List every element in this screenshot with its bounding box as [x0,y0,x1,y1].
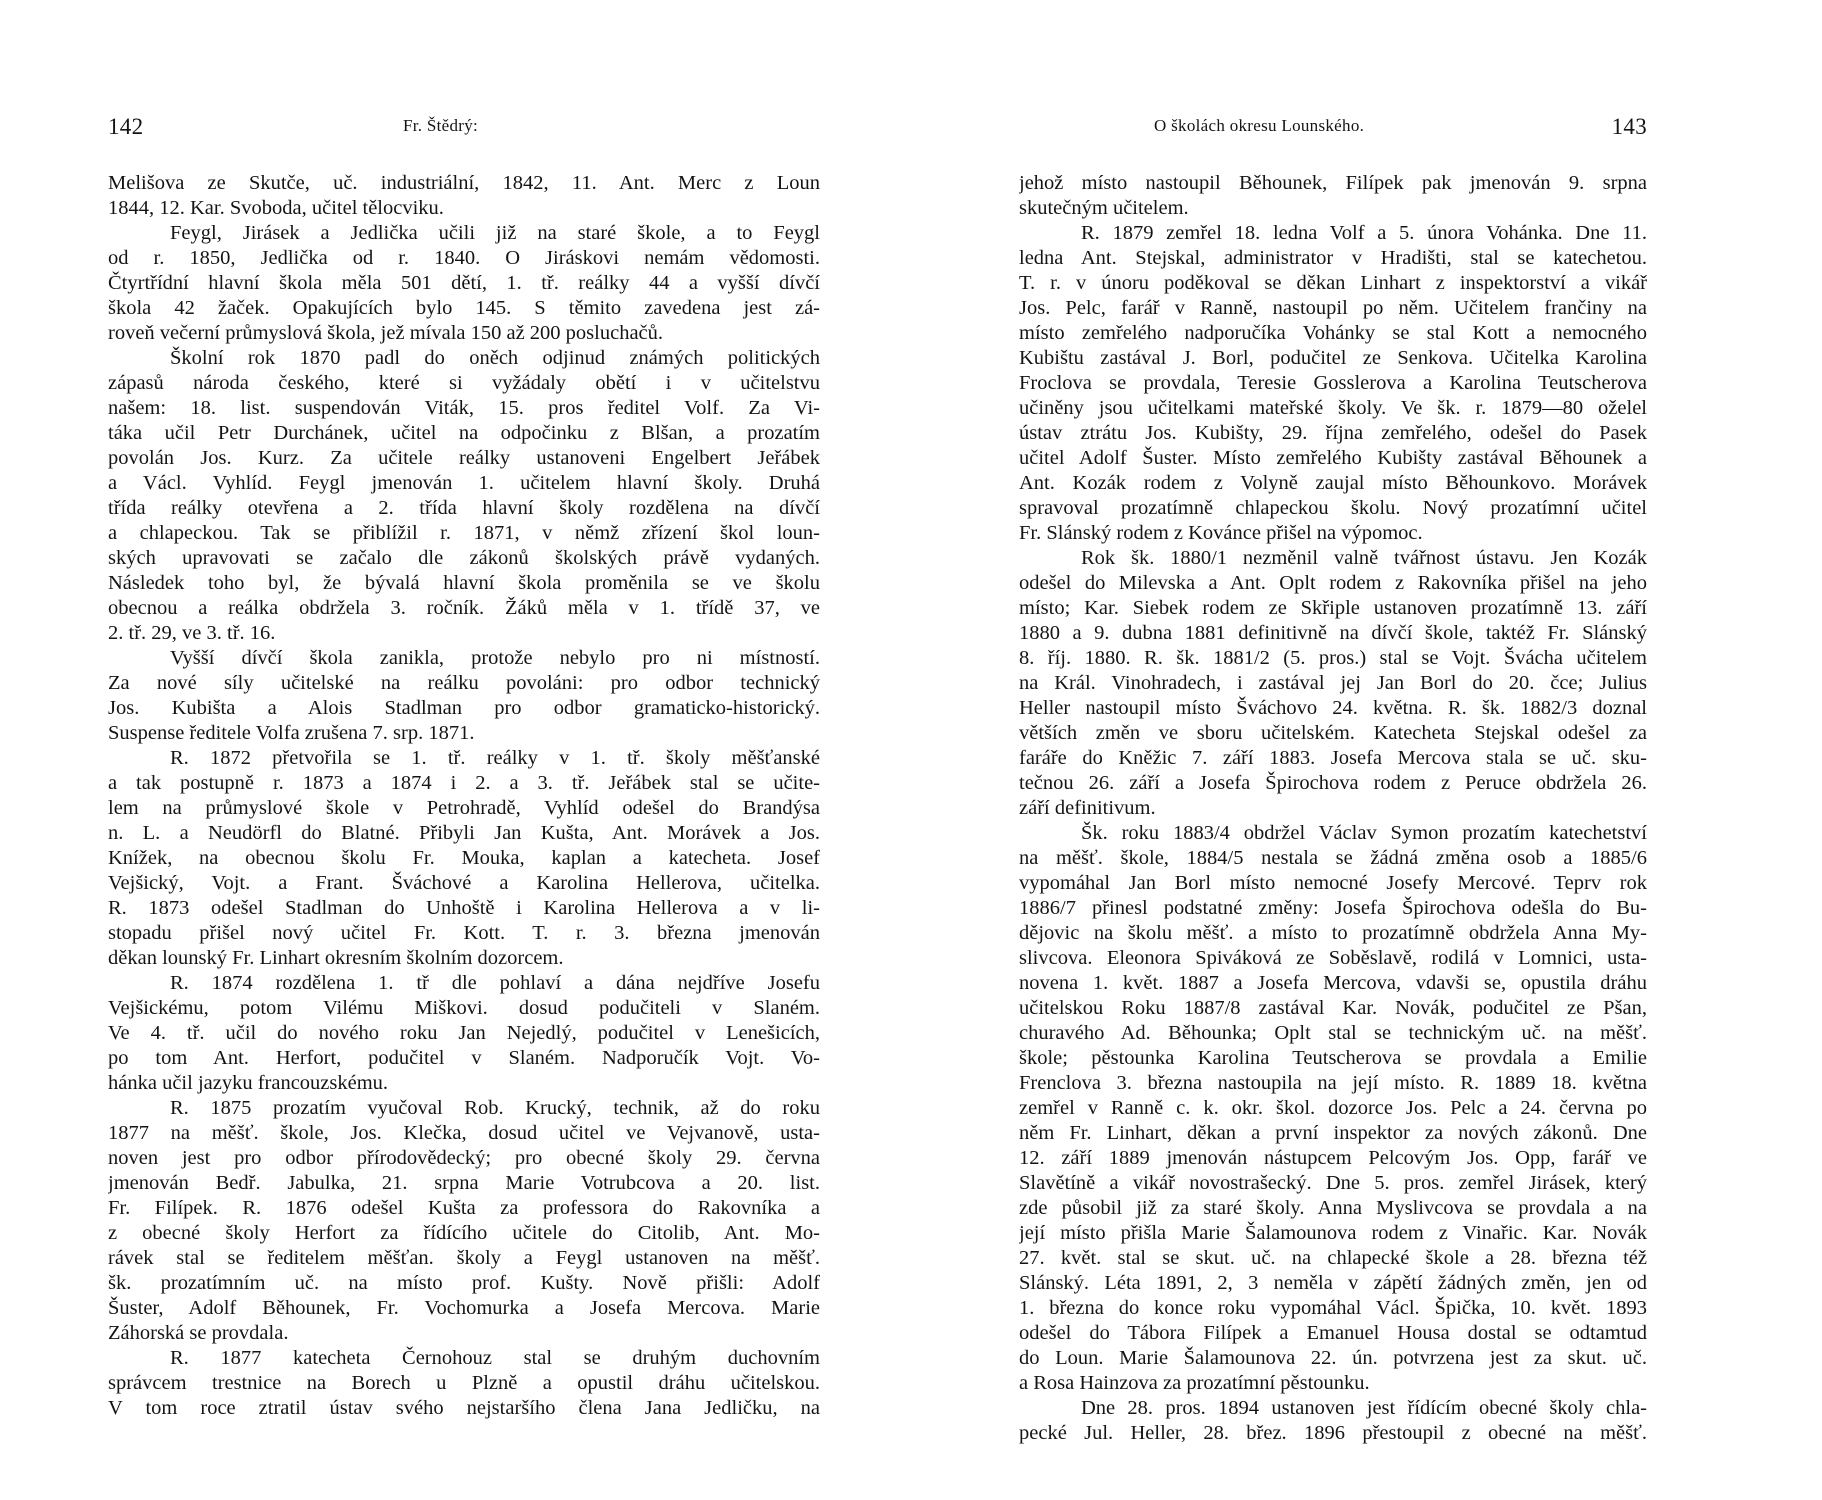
text-line: R. 1877 katecheta Černohouz stal se druhým duchovním [170,1347,820,1369]
text-line: n. L. a Neudörfl do Blatné. Přibyli Jan Kušta, Ant. Morávek a Jos. [108,822,820,844]
text-line: Melišova ze Skutče, uč. industriální, 1842, 11. Ant. Merc z Loun [108,172,820,194]
text-line: Následek toho byl, že bývalá hlavní škola proměnila se ve školu [108,572,820,594]
text-line: do Loun. Marie Šalamounova 22. ún. potvrzena jest za skut. uč. [1019,1347,1647,1369]
text-line: Záhorská se provdala. [108,1322,289,1344]
text-line: spravoval prozatímně chlapeckou školu. Nový prozatímní učitel [1019,497,1647,519]
text-line: noven jest pro odbor přírodovědecký; pro obecné školy 29. června [108,1147,820,1169]
text-line: lem na průmyslové škole v Petrohradě, Vyhlíd odešel do Brandýsa [108,797,820,819]
text-line: povolán Jos. Kurz. Za učitele reálky ustanoveni Engelbert Jeřábek [108,447,820,469]
text-line: tečnou 26. září a Josefa Špirochova rodem z Peruce obdržela 26. [1019,772,1647,794]
text-line: odešel do Tábora Filípek a Emanuel Housa dostal se odtamtud [1019,1322,1647,1344]
text-line: zde působil již za staré školy. Anna Myslivcova se provdala a na [1019,1197,1647,1219]
text-line: jmenován Bedř. Jabulka, 21. srpna Marie Votrubcova a 20. list. [108,1172,820,1194]
text-line: R. 1873 odešel Stadlman do Unhoště i Karolina Hellerova a v li- [108,897,820,919]
text-line: T. r. v únoru poděkoval se děkan Linhart z inspektorství a vikář [1019,272,1647,294]
text-line: pecké Jul. Heller, 28. břez. 1896 přestoupil z obecné na měšť. [1019,1422,1647,1444]
text-line: Slánský. Léta 1891, 2, 3 neměla v zápětí žádných změn, jen od [1019,1272,1647,1294]
text-line: Rok šk. 1880/1 nezměnil valně tvářnost ústavu. Jen Kozák [1081,547,1647,569]
text-line: hánka učil jazyku francouzskému. [108,1072,389,1094]
text-line: vypomáhal Jan Borl místo nemocné Josefy Mercové. Teprv rok [1019,872,1647,894]
text-line: rávek stal se ředitelem měšťan. školy a Feygl ustanoven na měšť. [108,1247,820,1269]
text-line: a tak postupně r. 1873 a 1874 i 2. a 3. tř. Jeřábek stal se učite- [108,772,820,794]
text-line: její místo přišla Marie Šalamounova rodem z Vinařic. Kar. Novák [1019,1222,1647,1244]
text-line: Jos. Kubišta a Alois Stadlman pro odbor gramaticko-historický. [108,697,820,719]
running-head [1019,114,1647,144]
text-line: učitelskou Roku 1887/8 zastával Kar. Novák, podučitel ze Pšan, [1019,997,1647,1019]
text-line: našem: 18. list. suspendován Viták, 15. pros ředitel Volf. Za Vi- [108,397,820,419]
text-line: z obecné školy Herfort za řídícího učitele do Citolib, Ant. Mo- [108,1222,820,1244]
text-line: R. 1872 přetvořila se 1. tř. reálky v 1. tř. školy měšťanské [170,747,820,769]
text-line: zemřel v Ranně c. k. okr. škol. dozorce Jos. Pelc a 24. června po [1019,1097,1647,1119]
text-line: obecnou a reálka obdržela 3. ročník. Žáků měla v 1. třídě 37, ve [108,597,820,619]
text-line: větších změn ve sboru učitelském. Katecheta Stejskal odešel za [1019,722,1647,744]
text-line: a Václ. Vyhlíd. Feygl jmenován 1. učitelem hlavní školy. Druhá [108,472,820,494]
running-title: O školách okresu Lounského. [1154,116,1365,135]
text-line: novena 1. květ. 1887 a Josefa Mercova, vdavši se, opustila dráhu [1019,972,1647,994]
text-line: Šk. roku 1883/4 obdržel Václav Symon prozatím katechetství [1081,822,1647,844]
text-line: a Rosa Hainzova za prozatímní pěstounku. [1019,1372,1370,1394]
text-line: 1844, 12. Kar. Svoboda, učitel tělocviku. [108,197,444,219]
text-line: na Král. Vinohradech, i zastával jej Jan Borl do 20. čce; Julius [1019,672,1647,694]
text-line: 2. tř. 29, ve 3. tř. 16. [108,622,276,644]
text-line: škole; pěstounka Karolina Teutscherova se provdala a Emilie [1019,1047,1647,1069]
page-number: 143 [1611,114,1647,139]
text-line: Vyšší dívčí škola zanikla, protože nebylo pro ni místností. [170,647,820,669]
text-line: 1. března do konce roku vypomáhal Václ. Špička, 10. květ. 1893 [1019,1297,1647,1319]
text-line: Za nové síly učitelské na reálku povoláni: pro odbor technický [108,672,820,694]
text-line: zápasů národa českého, které si vyžádaly obětí i v učitelstvu [108,372,820,394]
text-line: Fr. Filípek. R. 1876 odešel Kušta za professora do Rakovníka a [108,1197,820,1219]
text-line: 1877 na měšť. škole, Jos. Klečka, dosud učitel ve Vejvanově, usta- [108,1122,820,1144]
text-line: odešel do Milevska a Ant. Oplt rodem z Rakovníka přišel na jeho [1019,572,1647,594]
text-line: Čtyrtřídní hlavní škola měla 501 dětí, 1. tř. reálky 44 a vyšší dívčí [108,272,820,294]
text-line: třída reálky otevřena a 2. třída hlavní školy rozdělena na dívčí [108,497,820,519]
text-line: Suspense ředitele Volfa zrušena 7. srp. 1871. [108,722,475,744]
text-line: Feygl, Jirásek a Jedlička učili již na staré škole, a to Feygl [170,222,820,244]
text-line: Vejšickému, potom Vilému Miškovi. dosud podučiteli v Slaném. [108,997,820,1019]
text-line: V tom roce ztratil ústav svého nejstaršího člena Jana Jedličku, na [108,1397,820,1419]
text-line: od r. 1850, Jedlička od r. 1840. O Jiráskovi nemám vědomosti. [108,247,820,269]
text-line: Slavětíně a vikář novostrašecký. Dne 5. pros. zemřel Jirásek, který [1019,1172,1647,1194]
text-line: Kubištu zastával J. Borl, podučitel ze Senkova. Učitelka Karolina [1019,347,1647,369]
text-line: 27. květ. stal se skut. uč. na chlapecké škole a 28. března též [1019,1247,1647,1269]
text-line: R. 1875 prozatím vyučoval Rob. Krucký, technik, až do roku [170,1097,820,1119]
body-text [1019,171,1647,1446]
text-line: Školní rok 1870 padl do oněch odjinud známých politických [170,347,820,369]
text-line: dějovic na školu měšť. a místo to prozatímně obdržela Anna My- [1019,922,1647,944]
text-line: slivcova. Eleonora Spiváková ze Soběslavě, rodilá v Lomnici, usta- [1019,947,1647,969]
text-line: učitel Adolf Šuster. Místo zemřelého Kubišty zastával Běhounek a [1019,447,1647,469]
text-line: správcem trestnice na Borech u Plzně a opustil dráhu učitelskou. [108,1372,820,1394]
text-line: Jos. Pelc, farář v Ranně, nastoupil po něm. Učitelem frančiny na [1019,297,1647,319]
running-head [108,114,820,144]
body-text [108,171,820,1421]
text-line: Ant. Kozák rodem z Volyně zaujal místo Běhounkovo. Morávek [1019,472,1647,494]
text-line: Froclova se provdala, Teresie Gosslerova a Karolina Teutscherova [1019,372,1647,394]
text-line: 12. září 1889 jmenován nástupcem Pelcovým Jos. Opp, farář ve [1019,1147,1647,1169]
text-line: a chlapeckou. Tak se přiblížil r. 1871, v němž zřízení škol loun- [108,522,820,544]
text-line: táka učil Petr Durchánek, učitel na odpočinku z Blšan, a prozatím [108,422,820,444]
page-number: 142 [108,114,144,139]
text-line: 1886/7 přinesl podstatné změny: Josefa Špirochova odešla do Bu- [1019,897,1647,919]
text-line: škola 42 žaček. Opakujících bylo 145. S těmito zavedena jest zá- [108,297,820,319]
right-page [911,0,1822,1500]
text-line: Šuster, Adolf Běhounek, Fr. Vochomurka a Josefa Mercova. Marie [108,1297,820,1319]
text-line: Vejšický, Vojt. a Frant. Šváchové a Karolina Hellerova, učitelka. [108,872,820,894]
running-title: Fr. Štědrý: [403,116,479,135]
text-line: Dne 28. pros. 1894 ustanoven jest řídícím obecné školy chla- [1081,1397,1647,1419]
text-line: Knížek, na obecnou školu Fr. Mouka, kaplan a katecheta. Josef [108,847,820,869]
text-line: faráře do Kněžic 7. září 1883. Josefa Mercova stala se uč. sku- [1019,747,1647,769]
text-line: Ve 4. tř. učil do nového roku Jan Nejedlý, podučitel v Lenešicích, [108,1022,820,1044]
text-line: skutečným učitelem. [1019,197,1189,219]
text-line: děkan lounský Fr. Linhart okresním školním dozorcem. [108,947,564,969]
text-line: ských upravovati se začalo dle zákonů školských právě vydaných. [108,547,820,569]
text-line: R. 1879 zemřel 18. ledna Volf a 5. února Vohánka. Dne 11. [1081,222,1647,244]
text-line: R. 1874 rozdělena 1. tř dle pohlaví a dána nejdříve Josefu [170,972,820,994]
text-line: 8. říj. 1880. R. šk. 1881/2 (5. pros.) stal se Vojt. Švácha učitelem [1019,647,1647,669]
text-line: Frenclova 3. března nastoupila na její místo. R. 1889 18. května [1019,1072,1647,1094]
text-line: po tom Ant. Herfort, podučitel v Slaném. Nadporučík Vojt. Vo- [108,1047,820,1069]
text-line: ústav ztrátu Jos. Kubišty, 29. října zemřelého, odešel do Pasek [1019,422,1647,444]
text-line: na měšť. škole, 1884/5 nestala se žádná změna osob a 1885/6 [1019,847,1647,869]
text-line: jehož místo nastoupil Běhounek, Filípek pak jmenován 9. srpna [1019,172,1647,194]
text-line: stopadu přišel nový učitel Fr. Kott. T. r. 3. března jmenován [108,922,820,944]
text-line: roveň večerní průmyslová škola, jež mívala 150 až 200 posluchačů. [108,322,664,344]
text-line: září definitivum. [1019,797,1156,819]
text-line: učiněny jsou učitelkami mateřské školy. Ve šk. r. 1879—80 oželel [1019,397,1647,419]
text-line: něm Fr. Linhart, děkan a první inspektor za nových zákonů. Dne [1019,1122,1647,1144]
text-line: Heller nastoupil místo Šváchovo 24. května. R. šk. 1882/3 doznal [1019,697,1647,719]
text-line: Fr. Slánský rodem z Kovánce přišel na výpomoc. [1019,522,1423,544]
text-line: místo; Kar. Siebek rodem ze Skřiple ustanoven prozatímně 13. září [1019,597,1647,619]
text-line: churavého Ad. Běhounka; Oplt stal se technickým uč. na měšť. [1019,1022,1647,1044]
text-line: šk. prozatímním uč. na místo prof. Kušty. Nově přišli: Adolf [108,1272,820,1294]
text-line: 1880 a 9. dubna 1881 definitivně na dívčí škole, taktéž Fr. Slánský [1019,622,1647,644]
text-line: místo zemřelého nadporučíka Vohánky se stal Kott a nemocného [1019,322,1647,344]
text-line: ledna Ant. Stejskal, administrator v Hradišti, stal se katechetou. [1019,247,1647,269]
